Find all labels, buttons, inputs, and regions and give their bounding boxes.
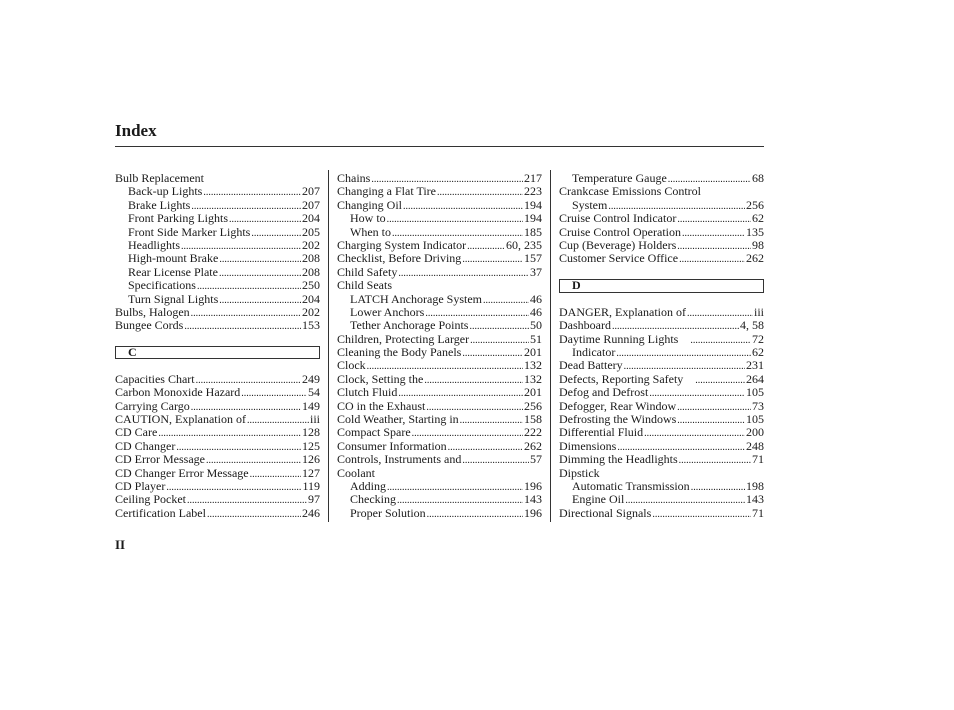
page-reference[interactable]: 46 — [530, 305, 542, 319]
index-subentry[interactable] — [559, 493, 764, 506]
page-reference[interactable]: 264 — [746, 372, 764, 386]
index-entry[interactable] — [337, 346, 542, 359]
entry-text: CD Changer Error Message — [115, 466, 249, 480]
page-reference[interactable]: 158 — [524, 413, 542, 427]
index-subentry[interactable] — [337, 293, 542, 306]
entry-text: Daytime Running Lights — [559, 332, 679, 346]
entry-text: CD Player — [115, 479, 166, 493]
index-subentry[interactable] — [337, 493, 542, 506]
index-column-1 — [115, 172, 320, 520]
page-reference[interactable]: 202 — [302, 238, 320, 252]
page-reference[interactable]: 196 — [524, 506, 542, 520]
page-reference[interactable]: 201 — [524, 346, 542, 360]
page-reference[interactable]: 202 — [302, 305, 320, 319]
dot-leader — [679, 453, 751, 466]
entry-text: Checklist, Before Driving — [337, 252, 462, 266]
entry-text: Dipstick — [559, 466, 600, 480]
dot-leader — [387, 212, 523, 225]
dot-leader — [367, 359, 523, 372]
page-reference[interactable]: 185 — [524, 225, 542, 239]
dot-leader — [426, 400, 523, 413]
entry-text: Dead Battery — [559, 359, 623, 373]
index-entry[interactable] — [337, 359, 542, 372]
page-reference[interactable]: 207 — [302, 185, 320, 199]
page-reference[interactable]: 46 — [530, 292, 542, 306]
entry-text: Lower Anchors — [350, 305, 425, 319]
page-reference[interactable]: 223 — [524, 185, 542, 199]
dot-leader — [387, 480, 523, 493]
page-reference[interactable]: 37 — [530, 265, 542, 279]
entry-text: Rear License Plate — [128, 265, 218, 279]
dot-leader — [425, 306, 529, 319]
index-entry[interactable] — [115, 440, 320, 453]
dot-leader — [437, 185, 523, 198]
index-entry[interactable] — [115, 480, 320, 493]
entry-text: Customer Service Office — [559, 252, 679, 266]
dot-leader — [392, 226, 523, 239]
page-reference[interactable]: 68 — [752, 172, 764, 185]
dot-leader — [691, 480, 745, 493]
index-entry[interactable] — [337, 185, 542, 198]
index-column-3 — [559, 172, 764, 520]
dot-leader — [166, 480, 301, 493]
entry-text: Clock, Setting the — [337, 372, 424, 386]
page-reference[interactable]: 248 — [746, 439, 764, 453]
index-entry[interactable] — [559, 306, 764, 319]
page-reference[interactable]: 72 — [752, 332, 764, 346]
page-reference[interactable]: 205 — [302, 225, 320, 239]
entry-text: Child Seats — [337, 279, 393, 293]
dot-leader — [460, 413, 523, 426]
index-subentry[interactable] — [337, 226, 542, 239]
entry-text: Cleaning the Body Panels — [337, 346, 462, 360]
index-subentry[interactable] — [115, 185, 320, 198]
dot-leader — [251, 226, 301, 239]
entry-text: LATCH Anchorage System — [350, 292, 482, 306]
index-subentry[interactable] — [559, 172, 764, 185]
index-entry[interactable] — [559, 239, 764, 252]
page-reference[interactable]: 97 — [308, 493, 320, 507]
entry-text: CD Care — [115, 426, 158, 440]
index-entry[interactable] — [559, 333, 764, 346]
entry-text: Specifications — [128, 279, 196, 293]
dot-leader — [403, 199, 523, 212]
entry-text: Differential Fluid — [559, 426, 644, 440]
entry-text: Temperature Gauge — [572, 172, 667, 185]
index-subentry[interactable] — [115, 199, 320, 212]
index-entry[interactable] — [337, 172, 542, 185]
page-reference[interactable]: 208 — [302, 265, 320, 279]
dot-leader — [616, 346, 751, 359]
section-letter-header: C — [115, 346, 320, 359]
index-entry[interactable] — [115, 172, 320, 185]
dot-leader — [241, 386, 307, 399]
entry-text: Tether Anchorage Points — [350, 319, 469, 333]
page-reference[interactable]: 256 — [524, 399, 542, 413]
page-number: II — [115, 537, 126, 552]
index-subentry[interactable] — [115, 252, 320, 265]
index-subentry[interactable] — [337, 306, 542, 319]
entry-text: DANGER, Explanation of — [559, 305, 686, 319]
page-reference[interactable]: iii — [753, 305, 764, 319]
entry-text: How to — [350, 212, 386, 226]
dot-leader — [617, 440, 745, 453]
index-entry[interactable] — [337, 400, 542, 413]
spacer — [115, 359, 320, 372]
index-entry[interactable] — [559, 359, 764, 372]
page-reference[interactable]: 194 — [524, 212, 542, 226]
dot-leader — [184, 319, 301, 332]
dot-leader — [187, 493, 307, 506]
dot-leader — [181, 239, 301, 252]
index-entry[interactable] — [559, 185, 764, 198]
page-reference[interactable]: 135 — [746, 225, 764, 239]
page-reference[interactable]: 132 — [524, 372, 542, 386]
page-reference[interactable]: 54 — [308, 386, 320, 400]
dot-leader — [448, 440, 523, 453]
page-reference[interactable]: 143 — [524, 493, 542, 507]
dot-leader — [462, 252, 523, 265]
entry-text: System — [572, 198, 608, 212]
entry-text: CO in the Exhaust — [337, 399, 426, 413]
index-entry[interactable] — [337, 279, 542, 292]
entry-text: Bulbs, Halogen — [115, 305, 190, 319]
entry-text: Front Side Marker Lights — [128, 225, 251, 239]
dot-leader — [462, 346, 523, 359]
dot-leader — [176, 440, 301, 453]
index-entry[interactable] — [115, 413, 320, 426]
entry-text: Defogger, Rear Window — [559, 399, 677, 413]
entry-text: Crankcase Emissions Control — [559, 185, 701, 199]
page-reference[interactable]: 126 — [302, 453, 320, 467]
dot-leader — [483, 293, 529, 306]
dot-leader — [695, 373, 745, 386]
index-entry[interactable] — [337, 239, 542, 252]
page-reference[interactable]: 231 — [746, 359, 764, 373]
entry-text: Certification Label — [115, 506, 206, 520]
index-entry[interactable] — [115, 453, 320, 466]
page-reference[interactable]: 217 — [524, 172, 542, 185]
page-reference[interactable]: 200 — [746, 426, 764, 440]
index-entry[interactable] — [337, 266, 542, 279]
page-reference[interactable]: 105 — [746, 413, 764, 427]
dot-leader — [191, 199, 301, 212]
entry-text: Coolant — [337, 466, 375, 480]
page-reference[interactable]: 62 — [752, 346, 764, 360]
index-column-2 — [337, 172, 542, 520]
dot-leader — [247, 413, 309, 426]
column-divider — [328, 170, 329, 522]
index-entry[interactable] — [559, 426, 764, 439]
index-subentry[interactable] — [559, 346, 764, 359]
page-reference[interactable]: 262 — [524, 439, 542, 453]
page-reference[interactable]: 98 — [752, 238, 764, 252]
spacer — [115, 333, 320, 346]
dot-leader — [467, 239, 505, 252]
entry-text: Children, Protecting Larger — [337, 332, 470, 346]
page-reference[interactable]: 207 — [302, 198, 320, 212]
page-reference[interactable]: 71 — [752, 506, 764, 520]
entry-text: Adding — [350, 479, 386, 493]
dot-leader — [197, 279, 301, 292]
page-reference[interactable]: iii — [309, 413, 320, 427]
dot-leader — [196, 373, 301, 386]
page-title: Index — [115, 121, 157, 140]
entry-text: Cold Weather, Starting in — [337, 413, 459, 427]
index-entry[interactable] — [337, 467, 542, 480]
dot-leader — [398, 386, 523, 399]
entry-text: Defects, Reporting Safety — [559, 372, 684, 386]
index-subentry[interactable] — [559, 199, 764, 212]
index-entry[interactable] — [559, 400, 764, 413]
page-reference[interactable]: 194 — [524, 198, 542, 212]
entry-text: Dimensions — [559, 439, 617, 453]
dot-leader — [677, 413, 745, 426]
index-entry[interactable] — [337, 333, 542, 346]
index-entry[interactable] — [559, 373, 764, 386]
entry-text: Compact Spare — [337, 426, 411, 440]
dot-leader — [427, 507, 523, 520]
page-reference[interactable]: 196 — [524, 479, 542, 493]
index-subentry[interactable] — [337, 319, 542, 332]
entry-text: Checking — [350, 493, 396, 507]
entry-text: Directional Signals — [559, 506, 652, 520]
page-reference[interactable]: 60, 235 — [506, 238, 542, 252]
page-reference[interactable]: 149 — [302, 399, 320, 413]
spacer — [559, 266, 764, 279]
index-entry[interactable] — [559, 226, 764, 239]
entry-text: Chains — [337, 172, 371, 185]
index-subentry[interactable] — [115, 279, 320, 292]
index-entry[interactable] — [337, 426, 542, 439]
index-entry[interactable] — [559, 386, 764, 399]
dot-leader — [371, 172, 523, 185]
dot-leader — [398, 266, 529, 279]
entry-text: Dashboard — [559, 319, 611, 333]
index-entry[interactable] — [559, 507, 764, 520]
dot-leader — [397, 493, 523, 506]
dot-leader — [462, 453, 529, 466]
entry-text: Back-up Lights — [128, 185, 203, 199]
entry-text: Child Safety — [337, 265, 398, 279]
dot-leader — [158, 426, 301, 439]
entry-text: Consumer Information — [337, 439, 447, 453]
entry-text: Turn Signal Lights — [128, 292, 219, 306]
index-entry[interactable] — [337, 373, 542, 386]
index-entry[interactable] — [115, 306, 320, 319]
dot-leader — [677, 212, 751, 225]
entry-text: Bulb Replacement — [115, 172, 204, 185]
entry-text: CD Error Message — [115, 453, 205, 467]
page-reference[interactable]: 62 — [752, 212, 764, 226]
entry-text: Bungee Cords — [115, 319, 184, 333]
index-subentry[interactable] — [115, 266, 320, 279]
index-subentry[interactable] — [559, 480, 764, 493]
index-entry[interactable] — [337, 386, 542, 399]
page-reference[interactable]: 50 — [530, 319, 542, 333]
page-reference[interactable]: 153 — [302, 319, 320, 333]
index-entry[interactable] — [115, 386, 320, 399]
dot-leader — [679, 252, 745, 265]
entry-text: Changing a Flat Tire — [337, 185, 437, 199]
index-entry[interactable] — [115, 400, 320, 413]
entry-text: Defrosting the Windows — [559, 413, 677, 427]
entry-text: Brake Lights — [128, 198, 191, 212]
page-reference[interactable]: 157 — [524, 252, 542, 266]
dot-leader — [608, 199, 745, 212]
entry-text: Clutch Fluid — [337, 386, 398, 400]
dot-leader — [682, 226, 745, 239]
entry-text: When to — [350, 225, 391, 239]
title-rule — [115, 146, 764, 147]
entry-text: Capacities Chart — [115, 372, 195, 386]
index-entry[interactable] — [337, 453, 542, 466]
entry-text: Headlights — [128, 238, 180, 252]
dot-leader — [649, 386, 745, 399]
dot-leader — [469, 319, 529, 332]
page-reference[interactable]: 250 — [302, 279, 320, 293]
index-entry[interactable] — [115, 467, 320, 480]
index-entry[interactable] — [115, 507, 320, 520]
page-reference[interactable]: 57 — [530, 453, 542, 467]
entry-text: Clock — [337, 359, 366, 373]
entry-text: CD Changer — [115, 439, 176, 453]
index-subentry[interactable] — [337, 507, 542, 520]
dot-leader — [203, 185, 301, 198]
dot-leader — [206, 453, 301, 466]
index-entry[interactable] — [559, 252, 764, 265]
dot-leader — [612, 319, 739, 332]
index-entry[interactable] — [337, 440, 542, 453]
index-subentry[interactable] — [115, 239, 320, 252]
page-reference[interactable]: 71 — [752, 453, 764, 467]
page-reference[interactable]: 128 — [302, 426, 320, 440]
entry-text: Indicator — [572, 346, 616, 360]
index-entry[interactable] — [559, 319, 764, 332]
entry-text: Cruise Control Indicator — [559, 212, 677, 226]
page-reference[interactable]: 208 — [302, 252, 320, 266]
entry-text: Defog and Defrost — [559, 386, 649, 400]
index-subentry[interactable] — [115, 226, 320, 239]
index-entry[interactable] — [337, 199, 542, 212]
entry-text: High-mount Brake — [128, 252, 219, 266]
page-reference[interactable]: 51 — [530, 332, 542, 346]
entry-text: Controls, Instruments and — [337, 453, 462, 467]
index-subentry[interactable] — [337, 212, 542, 225]
entry-text: Cruise Control Operation — [559, 225, 681, 239]
section-letter-header: D — [559, 279, 764, 292]
entry-text: Automatic Transmission — [572, 479, 690, 493]
index-subentry[interactable] — [115, 212, 320, 225]
index-entry[interactable] — [559, 453, 764, 466]
dot-leader — [652, 507, 751, 520]
dot-leader — [470, 333, 529, 346]
dot-leader — [625, 493, 745, 506]
dot-leader — [191, 306, 301, 319]
spacer — [559, 293, 764, 306]
page-reference[interactable]: 125 — [302, 439, 320, 453]
page-reference[interactable]: 132 — [524, 359, 542, 373]
entry-text: Front Parking Lights — [128, 212, 229, 226]
dot-leader — [219, 252, 301, 265]
page-reference[interactable]: 143 — [746, 493, 764, 507]
dot-leader — [412, 426, 523, 439]
page-reference[interactable]: 73 — [752, 399, 764, 413]
dot-leader — [690, 333, 751, 346]
index-entry[interactable] — [115, 373, 320, 386]
dot-leader — [219, 266, 301, 279]
page-reference[interactable]: 249 — [302, 372, 320, 386]
index-entry[interactable] — [115, 493, 320, 506]
entry-text: Cup (Beverage) Holders — [559, 238, 677, 252]
dot-leader — [624, 359, 745, 372]
index-entry[interactable] — [559, 467, 764, 480]
page-reference[interactable]: 204 — [302, 212, 320, 226]
entry-text: CAUTION, Explanation of — [115, 413, 246, 427]
page-reference[interactable]: 256 — [746, 198, 764, 212]
dot-leader — [250, 467, 301, 480]
index-subentry[interactable] — [115, 293, 320, 306]
index-entry[interactable] — [559, 212, 764, 225]
index-entry[interactable] — [115, 426, 320, 439]
dot-leader — [644, 426, 745, 439]
dot-leader — [677, 239, 751, 252]
entry-text: Dimming the Headlights — [559, 453, 678, 467]
page-reference[interactable]: 4, 58 — [740, 319, 764, 333]
entry-text: Carbon Monoxide Hazard — [115, 386, 241, 400]
entry-text: Ceiling Pocket — [115, 493, 186, 507]
dot-leader — [229, 212, 301, 225]
dot-leader — [668, 172, 751, 185]
page-reference[interactable]: 127 — [302, 466, 320, 480]
entry-text: Proper Solution — [350, 506, 426, 520]
dot-leader — [191, 400, 301, 413]
page-reference[interactable]: 105 — [746, 386, 764, 400]
page-reference[interactable]: 198 — [746, 479, 764, 493]
page-reference[interactable]: 201 — [524, 386, 542, 400]
column-divider — [550, 170, 551, 522]
entry-text: Carrying Cargo — [115, 399, 190, 413]
index-subentry[interactable] — [337, 480, 542, 493]
page-reference[interactable]: 246 — [302, 506, 320, 520]
dot-leader — [687, 306, 753, 319]
page-reference[interactable]: 204 — [302, 292, 320, 306]
dot-leader — [677, 400, 751, 413]
page-reference[interactable]: 262 — [746, 252, 764, 266]
page-reference[interactable]: 119 — [302, 479, 320, 493]
index-entry[interactable] — [115, 319, 320, 332]
dot-leader — [219, 293, 301, 306]
index-entry[interactable] — [559, 440, 764, 453]
index-entry[interactable] — [337, 252, 542, 265]
index-entry[interactable] — [337, 413, 542, 426]
page-reference[interactable]: 222 — [524, 426, 542, 440]
entry-text: Engine Oil — [572, 493, 625, 507]
dot-leader — [424, 373, 523, 386]
index-entry[interactable] — [559, 413, 764, 426]
dot-leader — [207, 507, 301, 520]
entry-text: Charging System Indicator — [337, 238, 467, 252]
entry-text: Changing Oil — [337, 198, 402, 212]
